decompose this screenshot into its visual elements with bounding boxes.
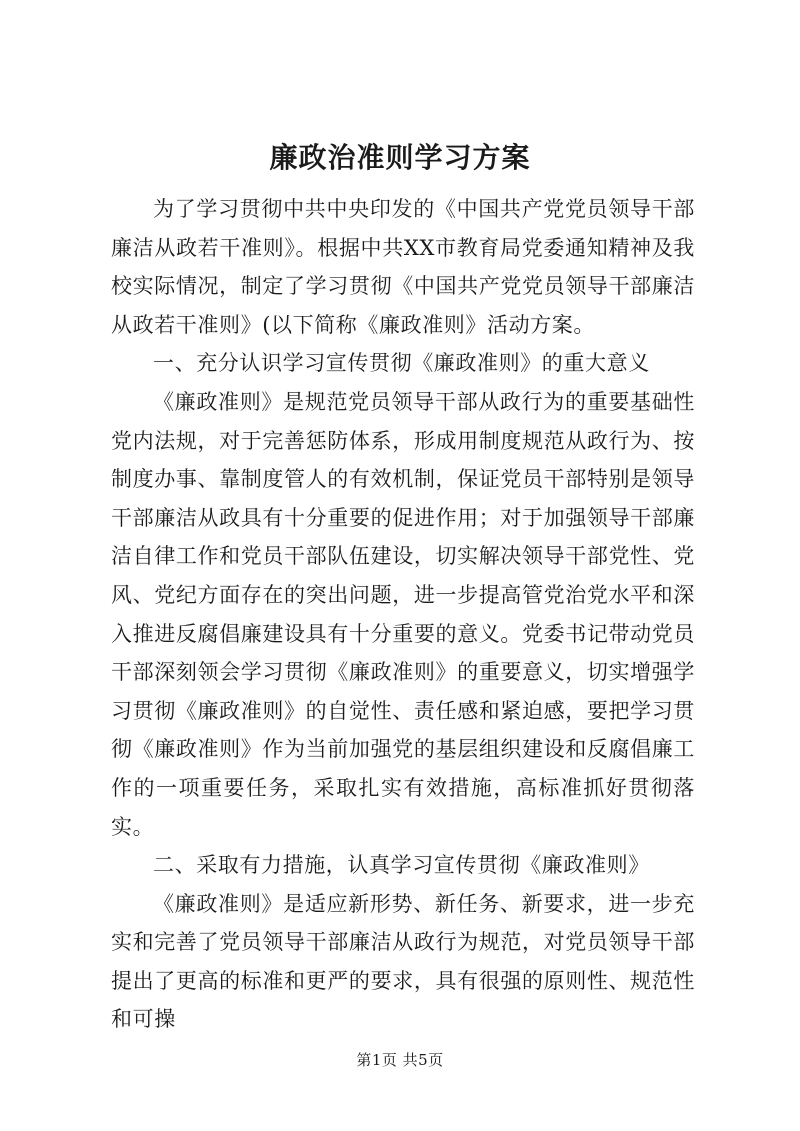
- section-2-paragraph: 《廉政准则》是适应新形势、新任务、新要求，进一步充实和完善了党员领导干部廉洁从政行为规范，对党员领导干部提出了更高的标准和更严的要求，具有很强的原则性、规范性和可操: [111, 891, 695, 1032]
- document-body: [111, 190, 695, 1039]
- page-title: 廉政治准则学习方案: [269, 141, 531, 174]
- page-number-footer: 第1页 共5页: [356, 1051, 444, 1069]
- intro-paragraph: 为了学习贯彻中共中央印发的《中国共产党党员领导干部廉洁从政若干准则》。根据中共XX市教育局党委通知精神及我校实际情况，制定了学习贯彻《中国共产党党员领导干部廉洁从政若干准则》(以下简称《廉政准则》活动方案。: [111, 197, 695, 337]
- section-1-paragraph: 《廉政准则》是规范党员领导干部从政行为的重要基础性党内法规，对于完善惩防体系，形成用制度规范从政行为、按制度办事、靠制度管人的有效机制，保证党员干部特别是领导干部廉洁从政具有十分重要的促进作用；对于加强领导干部廉洁自律工作和党员干部队伍建设，切实解决领导干部党性、党风、党纪方面存在的突出问题，进一步提高管党治党水平和深入推进反腐倡廉建设具有十分重要的意义。党委书记带动党员干部深刻领会学习贯彻《廉政准则》的重要意义，切实增强学习贯彻《廉政准则》的自觉性、责任感和紧迫感，要把学习贯彻《廉政准则》作为当前加强党的基层组织建设和反腐倡廉工作的一项重要任务，采取扎实有效措施，高标准抓好贯彻落实。: [111, 389, 695, 839]
- section-heading-2: 二、采取有力措施，认真学习宣传贯彻《廉政准则》: [153, 853, 650, 878]
- section-heading-1: 一、充分认识学习宣传贯彻《廉政准则》的重大意义: [153, 351, 650, 376]
